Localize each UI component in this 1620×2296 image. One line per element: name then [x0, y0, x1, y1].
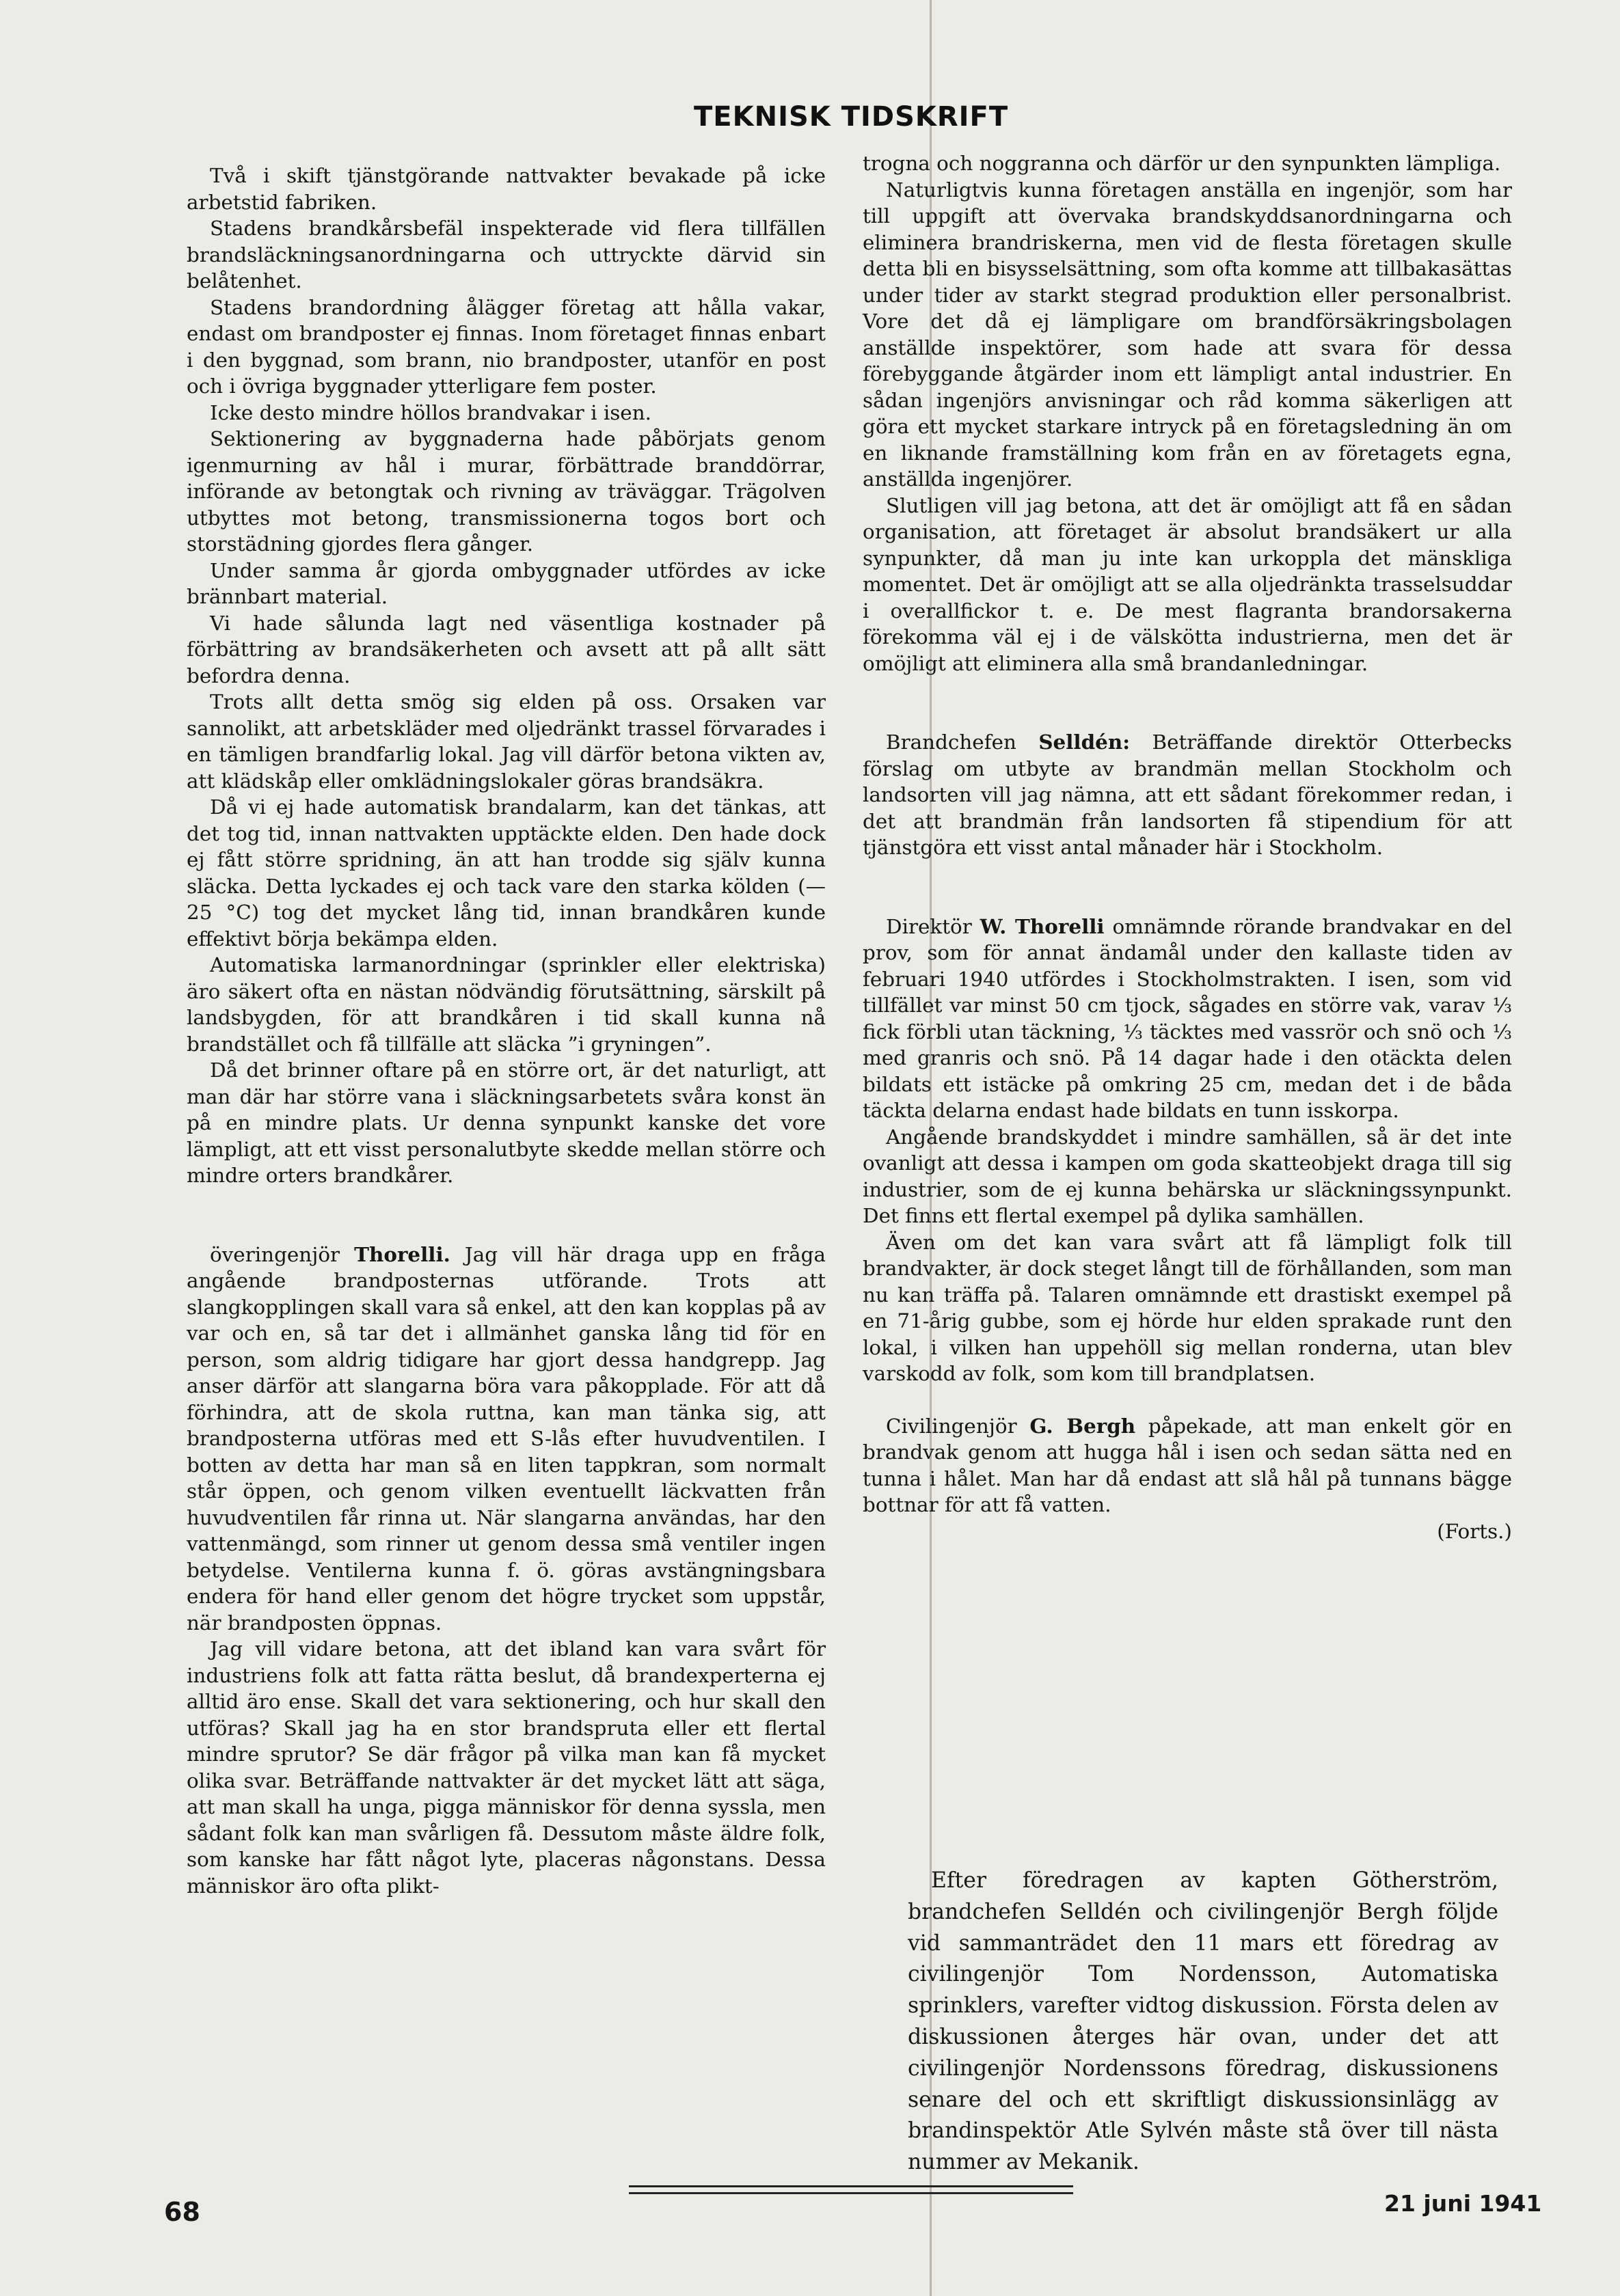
speaker-intro: Civilingenjör: [886, 1414, 1030, 1438]
speaker-text: omnämnde rörande brandvakar en del prov, som för annat ändamål under den kallaste tiden av februari 1940 utfördes i Stockholmstrakten. I isen, som vid tillfället var minst 50 cm tjock, sågades en större vak, varav ⅓ fick förbli utan täckning, ⅓ täcktes med vassrör och snö och ⅓ med granris och snö. På 14 dagar hade i den otäckta delen bildats ett istäcke på omkring 25 cm, medan det i de båda täckta delarna endast hade bildats en tunn isskorpa.: [863, 914, 1512, 1122]
speaker-intro: Direktör: [886, 914, 980, 938]
paragraph: Automatiska larmanordningar (sprinkler eller elektriska) äro säkert ofta en nästan nödvändig förutsättning, särskilt på landsbygden, för att brandkåren i tid skall kunna nå brandstället och få tillfälle att släcka ”i gryningen”.: [187, 953, 826, 1056]
paragraph: Under samma år gjorda ombyggnader utfördes av icke brännbart material.: [187, 558, 826, 608]
paragraph: Även om det kan vara svårt att få lämpligt folk till brandvakter, är dock steget långt till de förhållanden, som man nu kan träffa på. Talaren omnämnde ett drastiskt exempel på en 71-årig gubbe, som ej hörde hur elden sprakade runt den lokal, i vilken han uppehöll sig mellan ronderna, utan blev varskodd av folk, som kom till brandplatsen.: [863, 1230, 1512, 1385]
paragraph: Stadens brandkårsbefäl inspekterade vid flera tillfällen brandsläckningsanordningarna och uttryckte därvid sin belåtenhet.: [187, 217, 826, 292]
paragraph: Då det brinner oftare på en större ort, är det naturligt, att man där har större vana i släckningsarbetets svåra konst än på en mindre plats. Ur denna synpunkt kanske det vore lämpligt, att ett visst personalutbyte skedde mellan större och mindre orters brandkårer.: [187, 1058, 826, 1187]
paragraph: Angående brandskyddet i mindre samhällen, så är det inte ovanligt att dessa i kampen om goda skatteobjekt draga till sig industrier, som de ej kunna behärska ur släckningssynpunkt. Det finns ett flertal exempel på dylika samhällen.: [863, 1125, 1512, 1227]
editorial-note-text: Efter föredragen av kapten Götherström, brandchefen Selldén och civilingenjör Bergh följde vid sammanträdet den 11 mars ett föredrag av civilingenjör Tom Nordensson, Automatiska sprinklers, varefter vidtog diskussion. Första delen av diskussionen återges här ovan, under det att civilingenjör Nordenssons föredrag, diskussionens senare del och ett skriftligt diskussionsinlägg av brandinspektör Atle Sylvén måste stå över till nästa nummer av Mekanik.: [908, 1868, 1498, 2175]
paragraph: Icke desto mindre höllos brandvakar i isen.: [210, 400, 651, 424]
speaker-paragraph: [863, 1413, 1512, 1518]
paragraph: Då vi ej hade automatisk brandalarm, kan det tänkas, att det tog tid, innan nattvakten upptäckte elden. Den hade dock ej fått större spridning, än att han trodde sig själv kunna släcka. Detta lyckades ej och tack vare den starka kölden (— 25 °C) tog det mycket lång tid, innan brandkåren kunde effektivt börja bekämpa elden.: [187, 795, 826, 951]
paragraph: Sektionering av byggnaderna hade påbörjats genom igenmurning av hål i murar, förbättrade branddörrar, införande av betongtak och rivning av träväggar. Trägolven utbyttes mot betong, transmissionerna togos bort och storstädning gjordes flera gånger.: [187, 427, 826, 556]
paragraph: Jag vill vidare betona, att det ibland kan vara svårt för industriens folk att fatta rätta beslut, då brandexperterna ej alltid äro ense. Skall det vara sektionering, och hur skall den utföras? Skall jag ha en stor brandspruta eller ett flertal mindre sprutor? Se där frågor på vilka man kan få mycket olika svar. Beträffande nattvakter är det mycket lätt att säga, att man skall ha unga, pigga människor för denna syssla, men sådant folk kan man svårligen få. Dessutom måste äldre folk, som kanske har fått något lyte, placeras någonstans. Dessa människor äro ofta plikt-: [187, 1637, 826, 1898]
speaker-text: påpekade, att man enkelt gör en brandvak genom att hugga hål i isen och sedan sätta ned en tunna i hålet. Man har då endast att slå hål på tunnans bägge bottnar för att få vatten.: [863, 1414, 1512, 1516]
paragraph: Trots allt detta smög sig elden på oss. Orsaken var sannolikt, att arbetskläder med oljedränkt trassel förvarades i en tämligen brandfarlig lokal. Jag vill därför betona vikten av, att klädskåp eller omklädningslokaler göras brandsäkra.: [187, 690, 826, 793]
speaker-text: Beträffande direktör Otterbecks förslag om utbyte av brandmän mellan Stockholm och landsorten vill jag nämna, att ett sådant förekommer redan, i det att brandmän från landsorten få stipendium för att tjänstgöra ett visst antal månader här i Stockholm.: [863, 730, 1512, 859]
paragraph: trogna och noggranna och därför ur den synpunkten lämpliga.: [863, 152, 1501, 175]
journal-header: TEKNISK TIDSKRIFT: [694, 101, 1009, 133]
left-column: [187, 163, 826, 1899]
continued-note: (Forts.): [1437, 1519, 1512, 1543]
paragraph: Slutligen vill jag betona, att det är omöjligt att få en sådan organisation, att företaget är absolut brandsäkert ur alla synpunkter, då man ju inte kan urkoppla det mänskliga momentet. Det är omöjligt att se alla oljedränkta trasselsuddar i overallfickor t. e. De mest flagranta brandorsakerna förekomma väl ej i de välskötta industrierna, men det är omöjligt att eliminera alla små brandanledningar.: [863, 493, 1512, 675]
issue-date: 21 juni 1941: [1384, 2190, 1542, 2217]
speaker-text: Jag vill här draga upp en fråga angående brandposternas utförande. Trots att slangkopplingen skall vara så enkel, att den kan kopplas på av var och en, så tar det i allmänhet ganska lång tid för en person, som aldrig tidigare har gjort dessa handgrepp. Jag anser därför att slangarna böra vara påkopplade. För att då förhindra, att de skola ruttna, kan man tänka sig, att brandposterna utföras med ett S-lås efter huvudventilen. I botten av detta har man så en liten tappkran, som normalt står öppen, och genom vilken eventuellt läckvatten från huvudventilen får rinna ut. När slangarna användas, har den vattenmängd, som rinner ut genom dessa små ventiler ingen betydelse. Ventilerna kunna f. ö. göras avstängningsbara endera för hand eller genom det högre trycket som uppstår, när brandposten öppnas.: [187, 1242, 826, 1635]
speaker-name: Selldén:: [1038, 730, 1131, 754]
speaker-intro: överingenjör: [210, 1242, 355, 1266]
speaker-name: Thorelli.: [354, 1242, 450, 1266]
footer-rule-bottom: [629, 2192, 1073, 2194]
paragraph: Vi hade sålunda lagt ned väsentliga kostnader på förbättring av brandsäkerheten och avsett att på allt sätt befordra denna.: [187, 611, 826, 687]
speaker-intro: Brandchefen: [886, 730, 1039, 754]
footer-rule-top: [629, 2185, 1073, 2187]
speaker-paragraph: [863, 729, 1512, 861]
speaker-paragraph: [187, 1242, 826, 1637]
speaker-name: G. Bergh: [1029, 1413, 1136, 1438]
paragraph: Naturligtvis kunna företagen anställa en ingenjör, som har till uppgift att övervaka brandskyddsanordningarna och eliminera brandriskerna, men vid de flesta företagen skulle detta bli en bisysselsättning, som ofta komme att tillbakasättas under tider av starkt stegrad produktion eller personalbrist. Vore det då ej lämpligare om brandförsäkringsbolagen anställde inspektörer, som hade att svara för dessa förebyggande åtgärder inom ett lämpligt antal industrier. En sådan ingenjörs anvisningar och råd komma säkerligen att göra ett mycket starkare intryck på en företagsledning än om en liknande framställning kom från en av företagets egna, anställda ingenjörer.: [863, 178, 1512, 491]
page-number: 68: [164, 2197, 200, 2227]
speaker-name: W. Thorelli: [980, 914, 1105, 938]
paragraph: Stadens brandordning ålägger företag att hålla vakar, endast om brandposter ej finnas. Inom företaget finnas enbart i den byggnad, som brann, nio brandposter, utanför en post och i övriga byggnader ytterligare fem poster.: [187, 295, 826, 398]
speaker-paragraph: [863, 914, 1512, 1124]
right-column: [863, 150, 1512, 1544]
paragraph: Två i skift tjänstgörande nattvakter bevakade på icke arbetstid fabriken.: [187, 164, 826, 214]
editorial-note: [908, 1866, 1498, 2178]
